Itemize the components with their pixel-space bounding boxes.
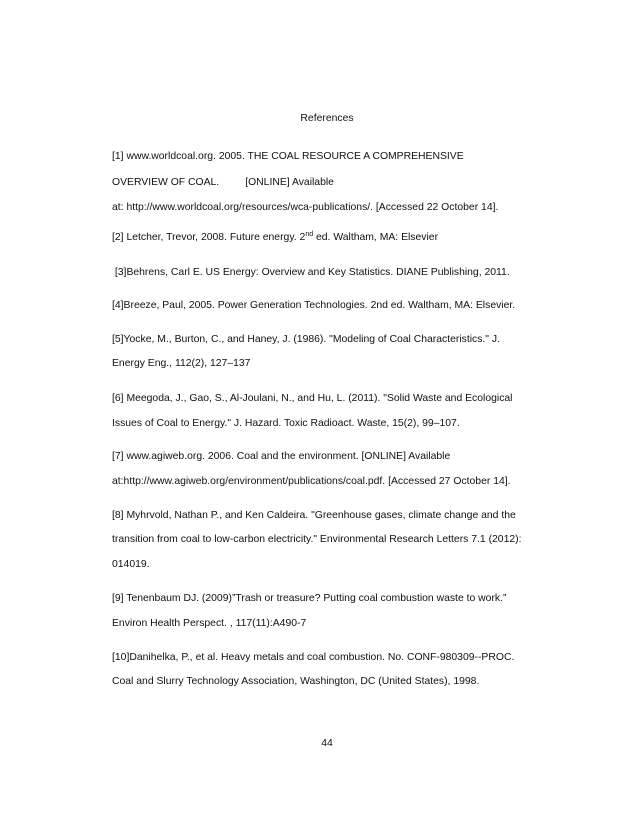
reference-2-superscript: nd [305,231,314,238]
reference-10-line-1: [10]Danihelka, P., et al. Heavy metals and coal combustion. No. CONF-980309--PROC. [112,652,515,663]
reference-2 [112,231,532,244]
reference-4: [4]Breeze, Paul, 2005. Power Generation Technologies. 2nd ed. Waltham, MA: Elsevier. [112,300,516,311]
reference-7-line-1: [7] www.agiweb.org. 2006. Coal and the environment. [ONLINE] Available [112,451,451,462]
reference-10-line-2: Coal and Slurry Technology Association, Washington, DC (United States), 1998. [112,676,480,687]
page-number: 44 [321,738,333,749]
reference-5-line-1: [5]Yocke, M., Burton, C., and Haney, J. (1986). "Modeling of Coal Characteristics." J. [112,334,500,345]
reference-6-line-1: [6] Meegoda, J., Gao, S., Al-Joulani, N., and Hu, L. (2011). "Solid Waste and Ecological [112,393,513,404]
reference-7-line-2: at:http://www.agiweb.org/environment/publications/coal.pdf. [Accessed 27 October 14]. [112,476,511,487]
reference-8-line-2: transition from coal to low-carbon electricity." Environmental Research Letters 7.1 (2012): [112,534,522,545]
reference-9-line-1: [9] Tenenbaum DJ. (2009)”Trash or treasure? Putting coal combustion waste to work.” [112,593,507,604]
reference-1-line-2-online: [ONLINE] Available [245,177,334,188]
reference-1-line-1: [1] www.worldcoal.org. 2005. THE COAL RESOURCE A COMPREHENSIVE [112,151,464,162]
reference-3: [3]Behrens, Carl E. US Energy: Overview and Key Statistics. DIANE Publishing, 2011. [112,267,510,278]
reference-1-line-2 [112,176,532,189]
reference-2-text: [2] Letcher, Trevor, 2008. Future energy. 2 [112,232,306,243]
reference-8-line-3: 014019. [112,559,150,570]
reference-8-line-1: [8] Myhrvold, Nathan P., and Ken Caldeira. "Greenhouse gases, climate change and the [112,510,516,521]
reference-5-line-2: Energy Eng., 112(2), 127–137 [112,358,251,369]
reference-6-line-2: Issues of Coal to Energy." J. Hazard. Toxic Radioact. Waste, 15(2), 99–107. [112,418,460,429]
reference-2-text-end: ed. Waltham, MA: Elsevier [313,232,439,243]
reference-1-line-3: at: http://www.worldcoal.org/resources/wca-publications/. [Accessed 22 October 14]. [112,202,499,213]
reference-9-line-2: Environ Health Perspect. , 117(11):A490-7 [112,618,307,629]
references-heading: References [300,113,354,124]
reference-1-line-2-title: OVERVIEW OF COAL. [112,177,220,188]
